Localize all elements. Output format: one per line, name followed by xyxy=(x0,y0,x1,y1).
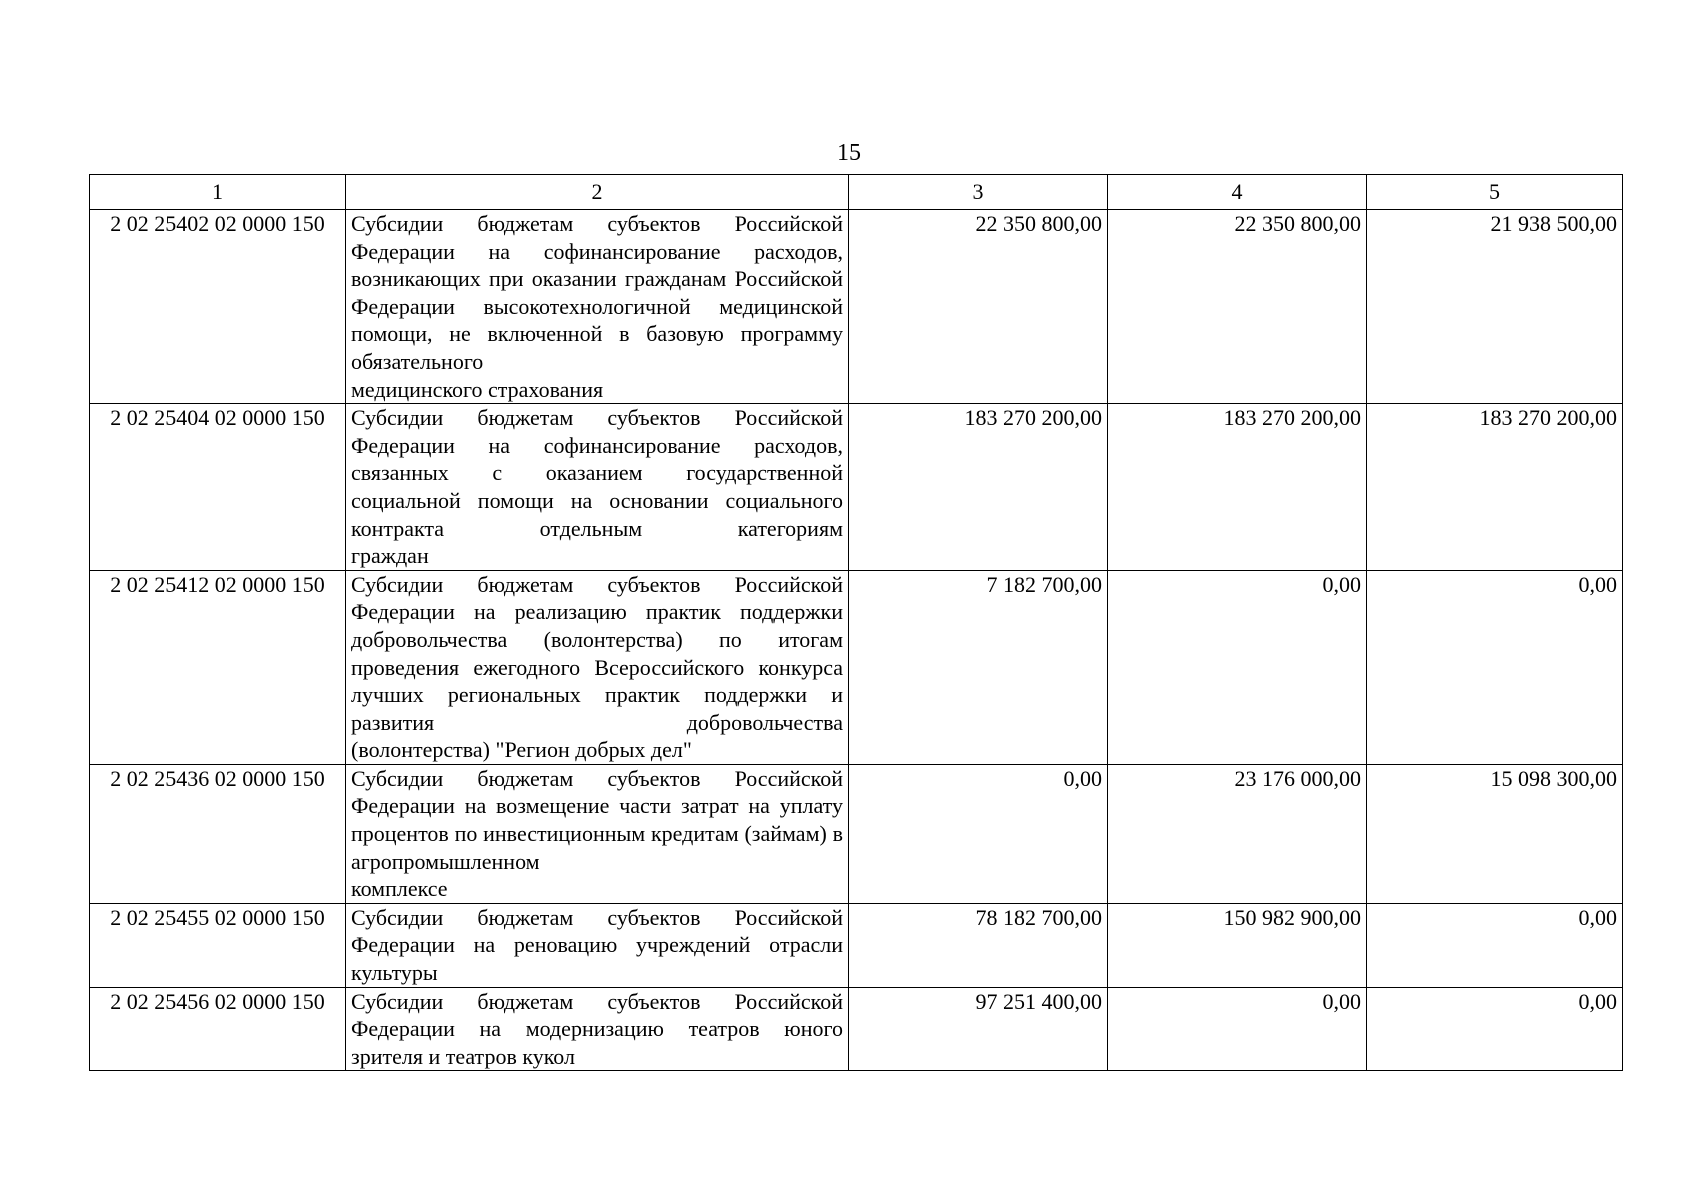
budget-code: 2 02 25412 02 0000 150 xyxy=(90,570,346,764)
amount-col-3: 78 182 700,00 xyxy=(849,903,1108,987)
budget-code: 2 02 25455 02 0000 150 xyxy=(90,903,346,987)
description-text: Субсидии бюджетам субъектов Российской Федерации на возмещение части затрат на уплату процентов по инвестиционным кредитам (займам) в агропромышленном xyxy=(351,765,843,874)
description-text: Субсидии бюджетам субъектов Российской Федерации на реновацию учреждений отрасли xyxy=(351,904,843,958)
row-description xyxy=(346,210,849,404)
column-header: 4 xyxy=(1108,175,1367,210)
description-text-last-line: медицинского страхования xyxy=(351,376,604,402)
amount-col-4: 0,00 xyxy=(1108,987,1367,1071)
row-description xyxy=(346,764,849,903)
row-description xyxy=(346,404,849,571)
budget-code: 2 02 25404 02 0000 150 xyxy=(90,404,346,571)
amount-col-4: 22 350 800,00 xyxy=(1108,210,1367,404)
description-text: Субсидии бюджетам субъектов Российской Федерации на модернизацию театров юного xyxy=(351,988,843,1042)
column-header: 1 xyxy=(90,175,346,210)
table-row xyxy=(90,210,1623,404)
budget-table xyxy=(89,174,1623,1071)
header-row xyxy=(90,175,1623,210)
row-description xyxy=(346,570,849,764)
amount-col-3: 0,00 xyxy=(849,764,1108,903)
description-text-last-line: граждан xyxy=(351,543,429,569)
budget-code: 2 02 25436 02 0000 150 xyxy=(90,764,346,903)
amount-col-4: 23 176 000,00 xyxy=(1108,764,1367,903)
description-text-last-line: культуры xyxy=(351,960,438,986)
description-text: Субсидии бюджетам субъектов Российской Федерации на реализацию практик поддержки добровольчества (волонтерства) по итогам проведения ежегодного Всероссийского конкурса лучших региональных практик поддержки и развития добровольчества xyxy=(351,571,843,735)
description-text-last-line: (волонтерства) "Регион добрых дел" xyxy=(351,737,692,763)
amount-col-5: 0,00 xyxy=(1367,570,1623,764)
amount-col-3: 7 182 700,00 xyxy=(849,570,1108,764)
amount-col-5: 21 938 500,00 xyxy=(1367,210,1623,404)
amount-col-5: 15 098 300,00 xyxy=(1367,764,1623,903)
table-row xyxy=(90,570,1623,764)
budget-code: 2 02 25456 02 0000 150 xyxy=(90,987,346,1071)
amount-col-5: 183 270 200,00 xyxy=(1367,404,1623,571)
page-number: 15 xyxy=(837,140,861,166)
amount-col-4: 150 982 900,00 xyxy=(1108,903,1367,987)
table-row xyxy=(90,764,1623,903)
amount-col-3: 22 350 800,00 xyxy=(849,210,1108,404)
amount-col-4: 0,00 xyxy=(1108,570,1367,764)
table-row xyxy=(90,987,1623,1071)
description-text-last-line: комплексе xyxy=(351,876,448,902)
column-header: 3 xyxy=(849,175,1108,210)
column-header: 2 xyxy=(346,175,849,210)
description-text-last-line: зрителя и театров кукол xyxy=(351,1043,575,1069)
amount-col-3: 97 251 400,00 xyxy=(849,987,1108,1071)
amount-col-3: 183 270 200,00 xyxy=(849,404,1108,571)
description-text: Субсидии бюджетам субъектов Российской Федерации на софинансирование расходов, связанных с оказанием государственной социальной помощи на основании социального контракта отдельным категориям xyxy=(351,405,843,541)
amount-col-5: 0,00 xyxy=(1367,903,1623,987)
amount-col-5: 0,00 xyxy=(1367,987,1623,1071)
description-text: Субсидии бюджетам субъектов Российской Федерации на софинансирование расходов, возникающих при оказании гражданам Российской Федерации высокотехнологичной медицинской помощи, не включенной в базовую программу обязательного xyxy=(351,211,843,374)
row-description xyxy=(346,903,849,987)
column-header: 5 xyxy=(1367,175,1623,210)
table-row xyxy=(90,404,1623,571)
amount-col-4: 183 270 200,00 xyxy=(1108,404,1367,571)
table-row xyxy=(90,903,1623,987)
row-description xyxy=(346,987,849,1071)
budget-code: 2 02 25402 02 0000 150 xyxy=(90,210,346,404)
